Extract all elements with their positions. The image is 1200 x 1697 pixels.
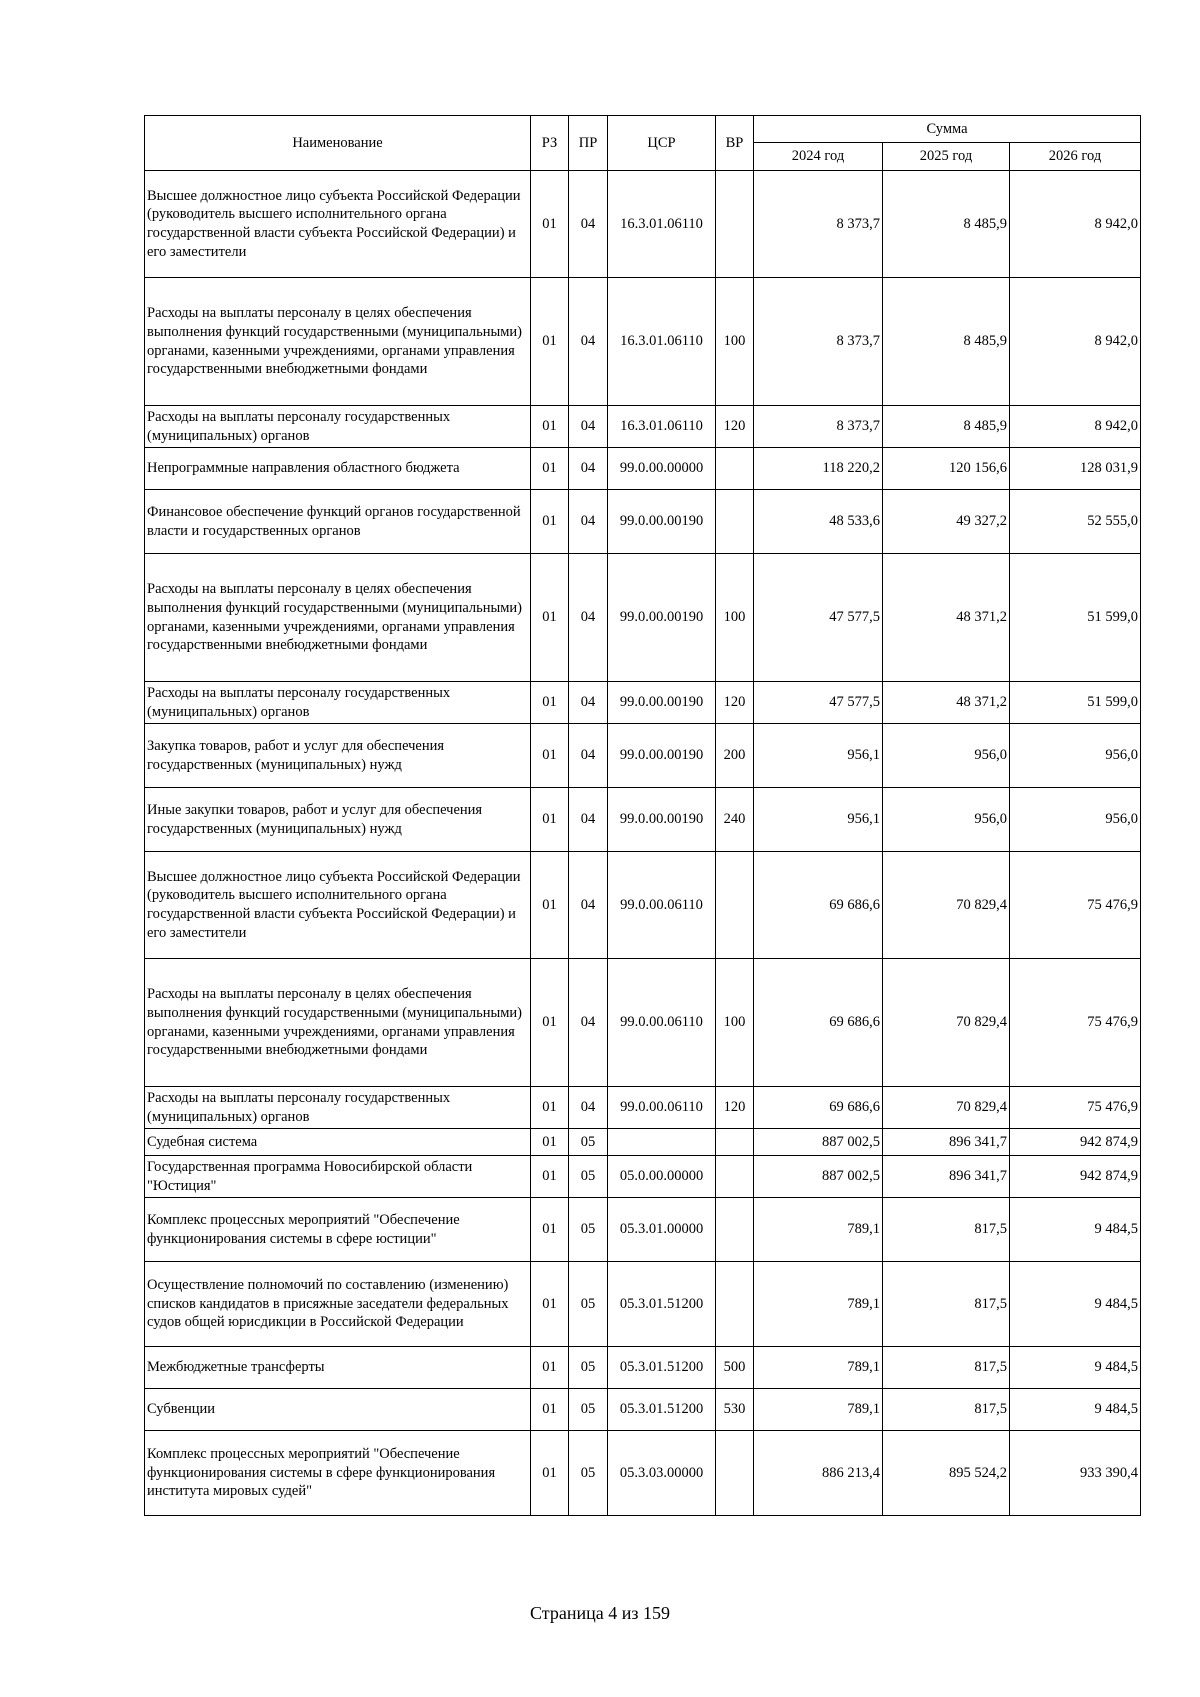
table-row — [145, 724, 1141, 788]
table-row — [145, 959, 1141, 1087]
table-row — [145, 406, 1141, 448]
cell-csr: 05.3.01.51200 — [608, 1389, 716, 1431]
cell-pr: 04 — [569, 554, 608, 682]
cell-name: Расходы на выплаты персоналу государственных (муниципальных) органов — [145, 1087, 531, 1129]
cell-sum-2025: 49 327,2 — [883, 490, 1010, 554]
cell-sum-2026: 8 942,0 — [1010, 278, 1141, 406]
cell-sum-2025: 895 524,2 — [883, 1431, 1010, 1516]
table-header — [145, 116, 1141, 171]
cell-csr: 99.0.00.00190 — [608, 788, 716, 852]
cell-csr: 99.0.00.00190 — [608, 554, 716, 682]
cell-sum-2026: 9 484,5 — [1010, 1198, 1141, 1262]
cell-sum-2026: 51 599,0 — [1010, 682, 1141, 724]
cell-name: Финансовое обеспечение функций органов государственной власти и государственных органов — [145, 490, 531, 554]
cell-sum-2024: 789,1 — [754, 1262, 883, 1347]
cell-rz: 01 — [531, 1129, 569, 1156]
cell-rz: 01 — [531, 1087, 569, 1129]
cell-sum-2026: 956,0 — [1010, 724, 1141, 788]
cell-sum-2024: 69 686,6 — [754, 959, 883, 1087]
cell-csr: 99.0.00.00000 — [608, 448, 716, 490]
cell-sum-2025: 70 829,4 — [883, 852, 1010, 959]
cell-sum-2024: 8 373,7 — [754, 406, 883, 448]
cell-pr: 04 — [569, 448, 608, 490]
cell-rz: 01 — [531, 448, 569, 490]
table-row — [145, 554, 1141, 682]
cell-sum-2025: 48 371,2 — [883, 554, 1010, 682]
cell-csr: 16.3.01.06110 — [608, 406, 716, 448]
cell-sum-2025: 817,5 — [883, 1389, 1010, 1431]
cell-sum-2026: 128 031,9 — [1010, 448, 1141, 490]
cell-csr: 99.0.00.00190 — [608, 682, 716, 724]
header-csr: ЦСР — [608, 116, 716, 171]
cell-pr: 04 — [569, 1087, 608, 1129]
header-year-2024: 2024 год — [754, 143, 883, 171]
cell-pr: 05 — [569, 1198, 608, 1262]
cell-pr: 04 — [569, 171, 608, 278]
cell-sum-2024: 956,1 — [754, 724, 883, 788]
table-row — [145, 278, 1141, 406]
cell-rz: 01 — [531, 959, 569, 1087]
cell-sum-2025: 8 485,9 — [883, 171, 1010, 278]
cell-pr: 05 — [569, 1262, 608, 1347]
cell-csr: 05.3.03.00000 — [608, 1431, 716, 1516]
cell-sum-2025: 817,5 — [883, 1198, 1010, 1262]
cell-sum-2025: 8 485,9 — [883, 406, 1010, 448]
table-row — [145, 1198, 1141, 1262]
cell-name: Высшее должностное лицо субъекта Российской Федерации (руководитель высшего исполнительного органа государственной власти субъекта Российской Федерации) и его заместители — [145, 171, 531, 278]
cell-name: Расходы на выплаты персоналу государственных (муниципальных) органов — [145, 406, 531, 448]
cell-sum-2025: 896 341,7 — [883, 1129, 1010, 1156]
cell-sum-2026: 9 484,5 — [1010, 1347, 1141, 1389]
cell-csr: 05.3.01.51200 — [608, 1347, 716, 1389]
cell-sum-2026: 942 874,9 — [1010, 1156, 1141, 1198]
cell-rz: 01 — [531, 1262, 569, 1347]
cell-sum-2025: 817,5 — [883, 1347, 1010, 1389]
cell-rz: 01 — [531, 278, 569, 406]
cell-csr: 99.0.00.00190 — [608, 490, 716, 554]
cell-vr — [716, 1156, 754, 1198]
table-row — [145, 788, 1141, 852]
table-row — [145, 1431, 1141, 1516]
cell-vr: 120 — [716, 1087, 754, 1129]
cell-vr: 500 — [716, 1347, 754, 1389]
table-row — [145, 171, 1141, 278]
cell-vr — [716, 490, 754, 554]
cell-sum-2026: 8 942,0 — [1010, 406, 1141, 448]
cell-sum-2026: 9 484,5 — [1010, 1262, 1141, 1347]
cell-csr: 99.0.00.00190 — [608, 724, 716, 788]
cell-name: Расходы на выплаты персоналу в целях обеспечения выполнения функций государственными (муниципальными) органами, казенными учреждениями, органами управления государственными внебюджетными фондами — [145, 959, 531, 1087]
cell-csr: 99.0.00.06110 — [608, 852, 716, 959]
cell-rz: 01 — [531, 554, 569, 682]
cell-rz: 01 — [531, 490, 569, 554]
cell-name: Комплекс процессных мероприятий "Обеспечение функционирования системы в сфере юстиции" — [145, 1198, 531, 1262]
cell-pr: 04 — [569, 852, 608, 959]
cell-rz: 01 — [531, 852, 569, 959]
cell-vr: 100 — [716, 554, 754, 682]
cell-name: Иные закупки товаров, работ и услуг для обеспечения государственных (муниципальных) нужд — [145, 788, 531, 852]
cell-sum-2024: 956,1 — [754, 788, 883, 852]
cell-csr: 05.0.00.00000 — [608, 1156, 716, 1198]
header-pr: ПР — [569, 116, 608, 171]
cell-sum-2024: 887 002,5 — [754, 1156, 883, 1198]
cell-name: Комплекс процессных мероприятий "Обеспечение функционирования системы в сфере функционирования института мировых судей" — [145, 1431, 531, 1516]
table-row — [145, 1347, 1141, 1389]
cell-vr — [716, 1129, 754, 1156]
cell-sum-2026: 8 942,0 — [1010, 171, 1141, 278]
cell-name: Судебная система — [145, 1129, 531, 1156]
cell-sum-2024: 47 577,5 — [754, 682, 883, 724]
cell-sum-2025: 817,5 — [883, 1262, 1010, 1347]
cell-vr — [716, 1262, 754, 1347]
cell-pr: 05 — [569, 1389, 608, 1431]
cell-vr — [716, 171, 754, 278]
cell-name: Высшее должностное лицо субъекта Российской Федерации (руководитель высшего исполнительного органа государственной власти субъекта Российской Федерации) и его заместители — [145, 852, 531, 959]
cell-pr: 04 — [569, 724, 608, 788]
cell-csr: 99.0.00.06110 — [608, 1087, 716, 1129]
cell-pr: 05 — [569, 1129, 608, 1156]
cell-sum-2024: 69 686,6 — [754, 852, 883, 959]
cell-name: Закупка товаров, работ и услуг для обеспечения государственных (муниципальных) нужд — [145, 724, 531, 788]
cell-pr: 05 — [569, 1156, 608, 1198]
table-body — [145, 171, 1141, 1516]
cell-sum-2025: 956,0 — [883, 788, 1010, 852]
cell-sum-2024: 69 686,6 — [754, 1087, 883, 1129]
cell-sum-2026: 956,0 — [1010, 788, 1141, 852]
header-rz: РЗ — [531, 116, 569, 171]
cell-csr: 99.0.00.06110 — [608, 959, 716, 1087]
cell-sum-2026: 933 390,4 — [1010, 1431, 1141, 1516]
cell-sum-2026: 75 476,9 — [1010, 1087, 1141, 1129]
cell-sum-2025: 70 829,4 — [883, 959, 1010, 1087]
cell-csr: 16.3.01.06110 — [608, 278, 716, 406]
header-vr: ВР — [716, 116, 754, 171]
cell-name: Расходы на выплаты персоналу в целях обеспечения выполнения функций государственными (муниципальными) органами, казенными учреждениями, органами управления государственными внебюджетными фондами — [145, 554, 531, 682]
cell-vr: 120 — [716, 682, 754, 724]
cell-rz: 01 — [531, 406, 569, 448]
cell-name: Субвенции — [145, 1389, 531, 1431]
cell-pr: 04 — [569, 490, 608, 554]
table-row — [145, 490, 1141, 554]
cell-pr: 04 — [569, 788, 608, 852]
cell-sum-2025: 896 341,7 — [883, 1156, 1010, 1198]
cell-pr: 04 — [569, 278, 608, 406]
header-year-2026: 2026 год — [1010, 143, 1141, 171]
cell-rz: 01 — [531, 1198, 569, 1262]
cell-rz: 01 — [531, 724, 569, 788]
cell-vr: 120 — [716, 406, 754, 448]
cell-vr — [716, 1198, 754, 1262]
cell-vr — [716, 448, 754, 490]
cell-sum-2024: 118 220,2 — [754, 448, 883, 490]
cell-sum-2024: 47 577,5 — [754, 554, 883, 682]
cell-vr: 100 — [716, 959, 754, 1087]
cell-sum-2026: 942 874,9 — [1010, 1129, 1141, 1156]
cell-sum-2026: 51 599,0 — [1010, 554, 1141, 682]
table-row — [145, 1389, 1141, 1431]
cell-csr — [608, 1129, 716, 1156]
cell-sum-2025: 70 829,4 — [883, 1087, 1010, 1129]
cell-sum-2024: 887 002,5 — [754, 1129, 883, 1156]
cell-rz: 01 — [531, 171, 569, 278]
cell-sum-2026: 9 484,5 — [1010, 1389, 1141, 1431]
table-row — [145, 1129, 1141, 1156]
cell-name: Межбюджетные трансферты — [145, 1347, 531, 1389]
cell-sum-2026: 75 476,9 — [1010, 852, 1141, 959]
cell-csr: 05.3.01.51200 — [608, 1262, 716, 1347]
cell-csr: 05.3.01.00000 — [608, 1198, 716, 1262]
cell-name: Расходы на выплаты персоналу государственных (муниципальных) органов — [145, 682, 531, 724]
cell-pr: 05 — [569, 1347, 608, 1389]
cell-rz: 01 — [531, 682, 569, 724]
cell-vr — [716, 1431, 754, 1516]
cell-sum-2026: 52 555,0 — [1010, 490, 1141, 554]
header-name: Наименование — [145, 116, 531, 171]
cell-sum-2024: 8 373,7 — [754, 278, 883, 406]
budget-table — [144, 115, 1141, 1516]
cell-sum-2024: 886 213,4 — [754, 1431, 883, 1516]
cell-sum-2024: 789,1 — [754, 1198, 883, 1262]
cell-rz: 01 — [531, 1347, 569, 1389]
header-sum: Сумма — [754, 116, 1141, 143]
table-row — [145, 1156, 1141, 1198]
cell-sum-2024: 48 533,6 — [754, 490, 883, 554]
cell-sum-2025: 48 371,2 — [883, 682, 1010, 724]
cell-rz: 01 — [531, 1156, 569, 1198]
cell-csr: 16.3.01.06110 — [608, 171, 716, 278]
cell-name: Осуществление полномочий по составлению (изменению) списков кандидатов в присяжные заседатели федеральных судов общей юрисдикции в Российской Федерации — [145, 1262, 531, 1347]
table-row — [145, 682, 1141, 724]
cell-rz: 01 — [531, 1389, 569, 1431]
cell-name: Непрограммные направления областного бюджета — [145, 448, 531, 490]
cell-vr: 200 — [716, 724, 754, 788]
cell-sum-2025: 956,0 — [883, 724, 1010, 788]
cell-sum-2025: 8 485,9 — [883, 278, 1010, 406]
cell-vr: 100 — [716, 278, 754, 406]
table-row — [145, 1087, 1141, 1129]
cell-name: Государственная программа Новосибирской области "Юстиция" — [145, 1156, 531, 1198]
cell-pr: 04 — [569, 959, 608, 1087]
cell-sum-2024: 789,1 — [754, 1389, 883, 1431]
page-number: Страница 4 из 159 — [530, 1603, 670, 1623]
cell-pr: 04 — [569, 406, 608, 448]
table-row — [145, 1262, 1141, 1347]
cell-sum-2024: 8 373,7 — [754, 171, 883, 278]
table-row — [145, 448, 1141, 490]
cell-pr: 05 — [569, 1431, 608, 1516]
cell-sum-2025: 120 156,6 — [883, 448, 1010, 490]
header-year-2025: 2025 год — [883, 143, 1010, 171]
cell-name: Расходы на выплаты персоналу в целях обеспечения выполнения функций государственными (муниципальными) органами, казенными учреждениями, органами управления государственными внебюджетными фондами — [145, 278, 531, 406]
cell-vr: 530 — [716, 1389, 754, 1431]
cell-pr: 04 — [569, 682, 608, 724]
cell-rz: 01 — [531, 788, 569, 852]
cell-rz: 01 — [531, 1431, 569, 1516]
cell-vr — [716, 852, 754, 959]
table-row — [145, 852, 1141, 959]
cell-vr: 240 — [716, 788, 754, 852]
cell-sum-2026: 75 476,9 — [1010, 959, 1141, 1087]
cell-sum-2024: 789,1 — [754, 1347, 883, 1389]
